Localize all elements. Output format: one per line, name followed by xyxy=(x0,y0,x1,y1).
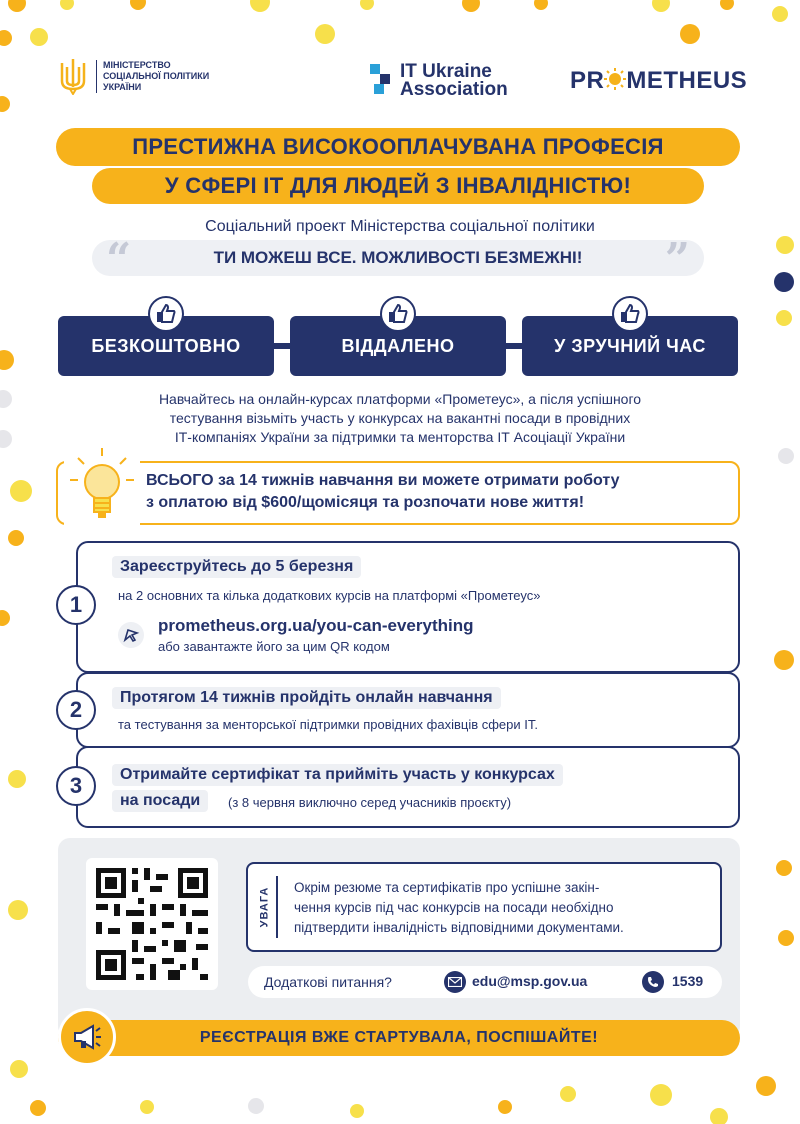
highlight-text xyxy=(146,470,736,514)
thumbs-up-icon xyxy=(380,296,416,332)
prometheus-logo-b: METHEUS xyxy=(626,67,748,94)
lightbulb-icon xyxy=(64,444,140,530)
sun-icon xyxy=(604,68,626,90)
it-ukraine-icon xyxy=(370,64,390,98)
step-number: 3 xyxy=(56,766,96,806)
intro-line: тестування візьміть участь у конкурсах на вакантні посади в провідних xyxy=(169,410,631,426)
ministry-line: УКРАЇНИ xyxy=(103,81,142,92)
highlight-line: ВСЬОГО за 14 тижнів навчання ви можете отримати роботу xyxy=(146,472,620,489)
step-2-body: та тестування за менторської підтримки провідних фахівців сфери ІТ. xyxy=(118,717,538,732)
qr-code-image xyxy=(86,858,218,990)
warning-label-box xyxy=(252,876,278,938)
subtitle: Соціальний проект Міністерства соціальної політики xyxy=(205,218,595,235)
intro-line: Навчайтесь на онлайн-курсах платформи «Прометеус», а після успішного xyxy=(158,391,642,407)
step-1-link-note: або завантажте його за цим QR кодом xyxy=(158,639,390,654)
warning-label: УВАГА xyxy=(258,886,271,928)
prometheus-logo-a: PR xyxy=(570,67,605,94)
ministry-line: МІНІСТЕРСТВО xyxy=(103,59,171,70)
thumbs-up-icon xyxy=(612,296,648,332)
slogan-box xyxy=(92,234,704,285)
step-1-body: на 2 основних та кілька додаткових курсів на платформі «Прометеус» xyxy=(118,588,541,603)
step-3-card xyxy=(76,746,740,828)
step-3-title: Отримайте сертифікат та прийміть участь у конкурсах xyxy=(112,764,563,786)
thumbs-up-icon xyxy=(148,296,184,332)
step-1-link[interactable]: prometheus.org.ua/you-can-everything xyxy=(158,616,474,635)
warning-line: Окрім резюме та сертифікатів про успішне закін- xyxy=(294,880,600,895)
feature-convenient-time: У ЗРУЧНИЙ ЧАС xyxy=(522,316,738,376)
contact-bar xyxy=(248,966,722,998)
connector xyxy=(272,343,292,349)
cta-banner: РЕЄСТРАЦІЯ ВЖЕ СТАРТУВАЛА, ПОСПІШАЙТЕ! xyxy=(58,1020,740,1056)
email-icon xyxy=(444,971,466,993)
contact-question: Додаткові питання? xyxy=(264,974,392,990)
connector xyxy=(504,343,524,349)
highlight-line: з оплатою від $600/щомісяця та розпочати нове життя! xyxy=(146,494,585,511)
feature-remote: ВІДДАЛЕНО xyxy=(290,316,506,376)
intro-line: ІТ-компаніях України за підтримки та менторства ІТ Асоціації України xyxy=(174,429,626,445)
step-1-title: Зареєструйтесь до 5 березня xyxy=(112,556,361,578)
open-quote-icon: “ xyxy=(106,234,132,285)
phone-icon xyxy=(642,971,664,993)
header xyxy=(0,55,800,105)
feature-free: БЕЗКОШТОВНО xyxy=(58,316,274,376)
trident-icon xyxy=(58,57,88,95)
step-3-title-cont: на посади xyxy=(112,790,208,812)
qr-code[interactable] xyxy=(86,858,218,990)
step-2-title: Протягом 14 тижнів пройдіть онлайн навчання xyxy=(112,687,501,709)
contact-email[interactable]: edu@msp.gov.ua xyxy=(472,973,588,989)
step-number: 2 xyxy=(56,690,96,730)
itua-line2: Association xyxy=(400,79,508,100)
itua-line1: IT Ukraine xyxy=(400,61,492,82)
step-2-card xyxy=(76,672,740,748)
warning-line: підтвердити інвалідність відповідними документами. xyxy=(294,920,624,935)
title-line2: У СФЕРІ ІТ ДЛЯ ЛЮДЕЙ З ІНВАЛІДНІСТЮ! xyxy=(92,168,704,204)
title-line1: ПРЕСТИЖНА ВИСОКООПЛАЧУВАНА ПРОФЕСІЯ xyxy=(56,128,740,166)
intro-text xyxy=(60,390,740,447)
megaphone-icon xyxy=(58,1008,116,1066)
close-quote-icon: ” xyxy=(664,234,690,285)
step-3-body: (з 8 червня виключно серед учасників проєкту) xyxy=(228,795,512,810)
warning-box xyxy=(246,862,722,952)
warning-text xyxy=(294,878,714,938)
ministry-line: СОЦІАЛЬНОЇ ПОЛІТИКИ xyxy=(103,70,210,81)
contact-phone[interactable]: 1539 xyxy=(672,973,704,989)
warning-line: чення курсів під час конкурсів на посади необхідно xyxy=(294,900,614,915)
cursor-icon xyxy=(118,622,144,648)
it-ukraine-logo xyxy=(370,63,508,99)
step-number: 1 xyxy=(56,585,96,625)
slogan: ТИ МОЖЕШ ВСЕ. МОЖЛИВОСТІ БЕЗМЕЖНІ! xyxy=(213,248,583,267)
prometheus-logo xyxy=(570,67,747,95)
ministry-logo xyxy=(58,57,209,95)
